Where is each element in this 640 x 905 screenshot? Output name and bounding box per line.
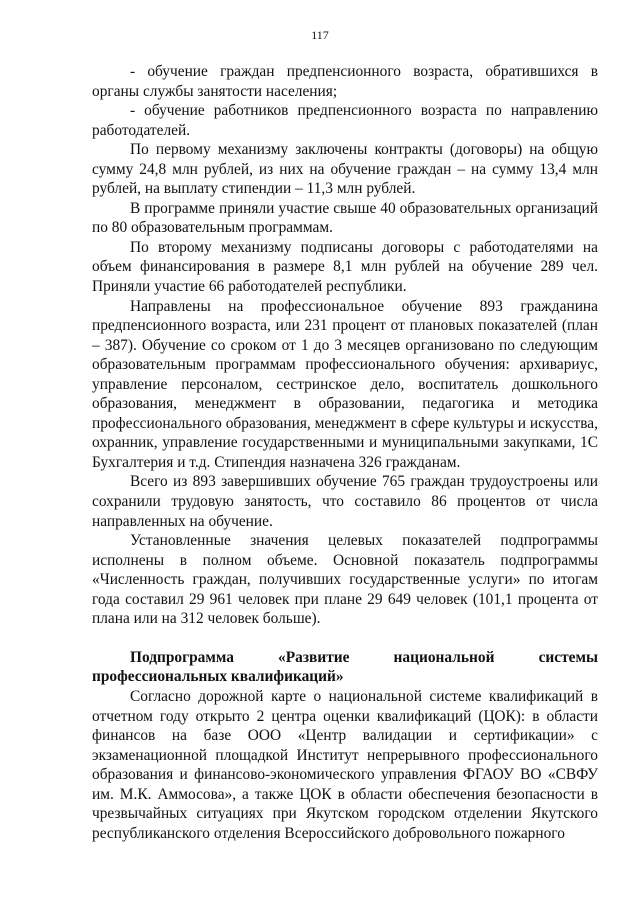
list-item-employer-training: - обучение работников предпенсионного возраста по направлению работодателей. [92, 102, 598, 139]
paragraph-target-indicators: Установленные значения целевых показателей подпрограммы исполнены в полном объеме. Основной показатель подпрограммы «Численность граждан, получивших государственные услуги» по итогам года составил 29 961 человек при плане 29 649 человек (101,1 процента от плана или на 312 человек больше). [92, 532, 598, 628]
paragraph-qualification-centers: Согласно дорожной карте о национальной системе квалификаций в отчетном году открыто 2 центра оценки квалификаций (ЦОК): в области финансов на базе ООО «Центр валидации и сертификации» с экзаменационной площадкой Институт непрерывного профессионального образования и финансово-экономического управления ФГАОУ ВО «СВФУ им. М.К. Аммосова», а также ЦОК в области обеспечения безопасности в чрезвычайных ситуациях при Якутском городском отделении Якутского республиканского отделения Всероссийского добровольного пожарного [92, 687, 598, 842]
section-spacer [92, 629, 598, 648]
list-item-unemployed-training: - обучение граждан предпенсионного возраста, обратившихся в органы службы занятости населения; [92, 63, 598, 100]
page-number: 117 [311, 28, 329, 42]
paragraph-employment-result: Всего из 893 завершивших обучение 765 граждан трудоустроены или сохранили трудовую занятость, что составило 86 процентов от числа направленных на обучение. [92, 473, 598, 530]
paragraph-organizations: В программе приняли участие свыше 40 образовательных организаций по 80 образовательным программам. [92, 199, 598, 237]
section-heading: Подпрограмма «Развитие национальной системы профессиональных квалификаций» [92, 648, 598, 686]
paragraph-first-mechanism: По первому механизму заключены контракты (договоры) на общую сумму 24,8 млн рублей, из них на обучение граждан – на сумму 13,4 млн рублей, на выплату стипендии – 11,3 млн рублей. [92, 141, 598, 198]
paragraph-training-directed: Направлены на профессиональное обучение 893 гражданина предпенсионного возраста, или 231 процент от плановых показателей (план – 387). Обучение со сроком от 1 до 3 месяцев организовано по следующим образовательным программам профессионального обучения: архивариус, управление персоналом, сестринское дело, воспитатель дошкольного образования, менеджмент в образовании, педагогика и методика профессионального образования, менеджмент в сфере культуры и искусства, охранник, управление государственными и муниципальными закупками, 1С Бухгалтерия и т.д. Стипендия назначена 326 гражданам. [92, 297, 598, 471]
paragraph-second-mechanism: По второму механизму подписаны договоры с работодателями на объем финансирования в размере 8,1 млн рублей на обучение 289 чел. Приняли участие 66 работодателей республики. [92, 238, 598, 296]
page-content [92, 62, 598, 843]
